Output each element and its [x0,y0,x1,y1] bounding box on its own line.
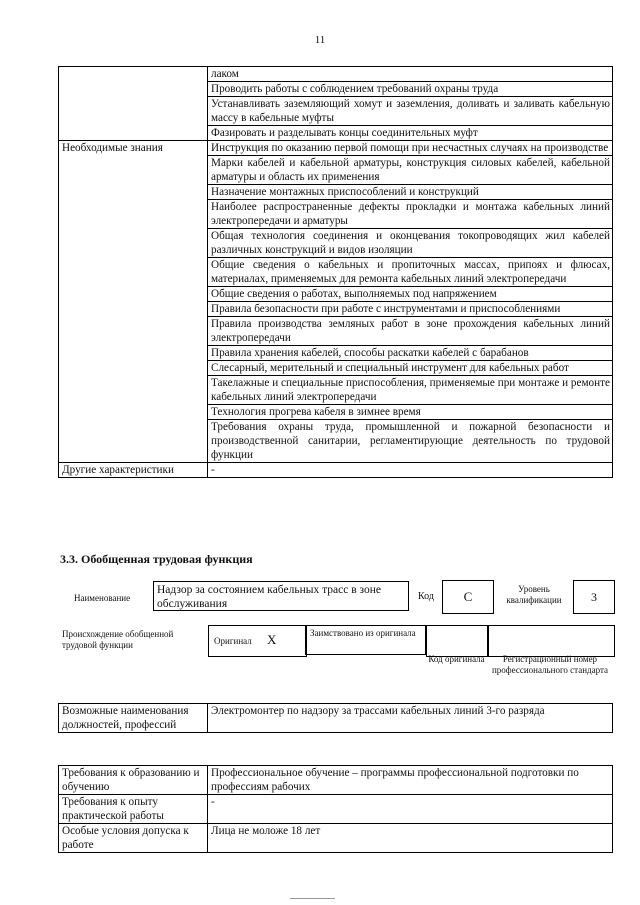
table-row [59,463,613,478]
requirements-table [58,765,613,853]
row-text: Технология прогрева кабеля в зимнее время [208,405,613,420]
positions-table [58,703,613,733]
signature-line [290,898,335,899]
level-value: 3 [591,589,597,604]
code-value: C [463,589,473,604]
requirement-label: Особые условия допуска к работе [59,824,208,853]
requirement-value: Лица не моложе 18 лет [208,824,613,853]
code-original-caption: Код оригинала [428,654,485,664]
requirement-label: Требования к образованию и обучению [59,766,208,795]
function-name-value: Надзор за состоянием кабельных трасс в зоне обслуживания [157,584,381,610]
code-box [442,580,494,614]
table-row [59,766,613,795]
row-text: Общая технология соединения и оконцевания токопроводящих жил кабелей различных конструкций и видов изоляции [208,229,613,258]
level-box [573,580,615,614]
row-text: Общие сведения о кабельных и пропиточных массах, припоях и флюсах, материалах, применяемых для ремонта кабельных линий электропередачи [208,258,613,287]
table-row [59,795,613,824]
name-label: Наименование [74,593,131,603]
row-text: Наиболее распространенные дефекты прокладки и монтажа кабельных линий электропередачи и арматуры [208,200,613,229]
positions-value: Электромонтер по надзору за трассами кабельных линий 3-го разряда [208,704,613,733]
row-text: Марки кабелей и кабельной арматуры, конструкция силовых кабелей, кабельной арматуры и область их применения [208,156,613,185]
row-label: Необходимые знания [59,141,208,463]
table-row [59,141,613,156]
original-label: Оригинал [214,636,252,646]
reg-number-caption: Регистрационный номер профессионального стандарта [491,654,609,675]
borrowed-box [305,625,426,655]
requirement-label: Требования к опыту практической работы [59,795,208,824]
row-text: Правила производства земляных работ в зоне прохождения кабельных линий электропередачи [208,317,613,346]
origin-label: Происхождение обобщенной трудовой функции [62,629,174,650]
code-label: Код [418,591,434,602]
function-name-box [153,581,409,611]
reg-number-box [487,625,615,657]
row-text: Требования охраны труда, промышленной и пожарной безопасности и производственной санитарии, регламентирующие деятельность по трудовой функции [208,420,613,463]
row-text: Правила безопасности при работе с инструментами и приспособлениями [208,302,613,317]
row-text: лаком [208,67,613,82]
level-label: Уровень квалификации [506,584,562,605]
row-text: Фазировать и разделывать концы соединительных муфт [208,126,613,141]
borrowed-label: Заимствовано из оригинала [310,628,416,638]
table-row [59,67,613,82]
row-text: Устанавливать заземляющий хомут и заземления, доливать и заливать кабельную массу в кабельные муфты [208,97,613,126]
row-text: Проводить работы с соблюдением требований охраны труда [208,82,613,97]
row-label [59,67,208,141]
original-box [208,625,307,657]
row-text: Слесарный, мерительный и специальный инструмент для кабельных работ [208,361,613,376]
section-title: 3.3. Обобщенная трудовая функция [60,552,253,566]
requirement-value: Профессиональное обучение – программы профессиональной подготовки по профессиям рабочих [208,766,613,795]
row-text: Общие сведения о работах, выполняемых под напряжением [208,287,613,302]
requirement-value: - [208,795,613,824]
row-text: Такелажные и специальные приспособления, применяемые при монтаже и ремонте кабельных линий электропередачи [208,376,613,405]
row-label: Другие характеристики [59,463,208,478]
row-text: - [208,463,613,478]
original-mark: X [267,632,277,647]
table-row [59,824,613,853]
row-text: Инструкция по оказанию первой помощи при несчастных случаях на производстве [208,141,613,156]
row-text: Правила хранения кабелей, способы раскатки кабелей с барабанов [208,346,613,361]
skills-knowledge-table [58,66,613,478]
positions-label: Возможные наименования должностей, профессий [59,704,208,733]
row-text: Назначение монтажных приспособлений и конструкций [208,185,613,200]
code-original-box [426,625,489,657]
page-number: 11 [314,34,326,46]
